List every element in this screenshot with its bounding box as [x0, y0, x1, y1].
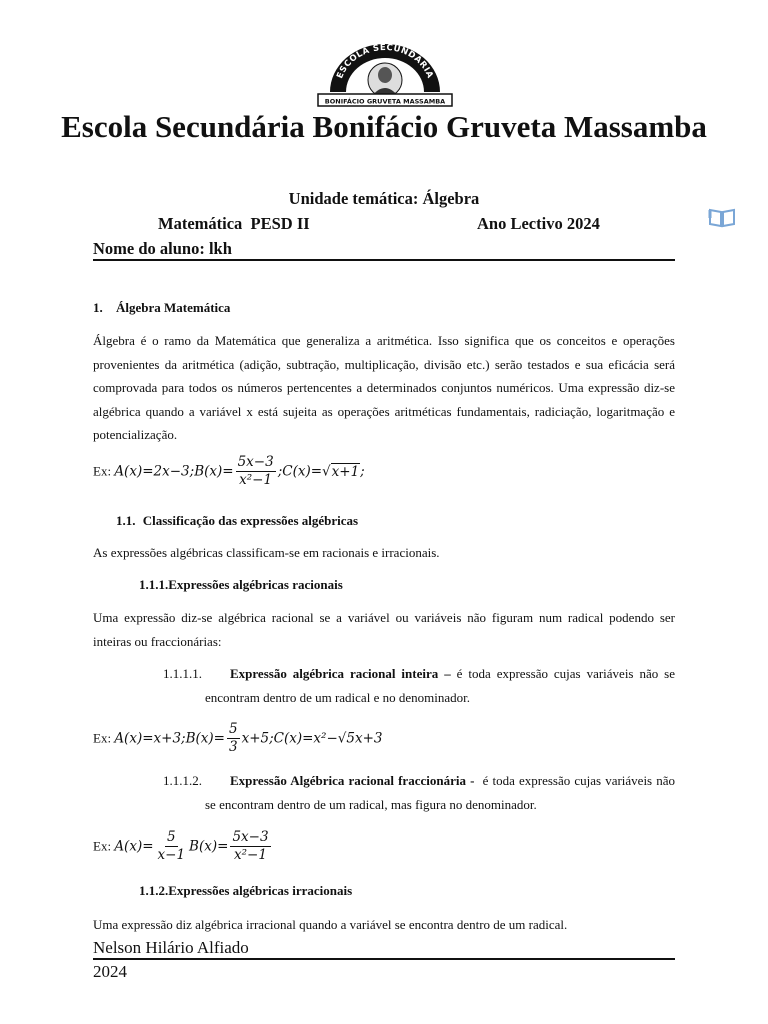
expr-b-fraction	[236, 454, 276, 489]
example-label: Ex:	[93, 463, 112, 479]
section-1-1-2-heading: 1.1.2.Expressões algébricas irracionais	[139, 883, 353, 898]
fraction-denominator: x²−1	[234, 847, 267, 863]
item-number: 1.1.1.2.	[163, 773, 202, 788]
section-1-1-1-paragraph: Uma expressão diz-se algébrica racional se a variável ou variáveis não figuram num radical podendo ser inteiras ou fraccionárias:	[93, 610, 675, 649]
expr-a-lhs: A(x)=	[114, 838, 154, 855]
item-title: Expressão Algébrica racional fraccionária -	[230, 773, 475, 788]
fraction-numerator: 5x−3	[232, 829, 269, 845]
fraction-denominator: x²−1	[239, 472, 273, 488]
school-logo	[316, 40, 454, 108]
expr-end: ;	[360, 463, 365, 480]
example-2	[93, 721, 382, 756]
item-number: 1.1.1.1.	[163, 666, 202, 681]
footer-author: Nelson Hilário Alfiado	[93, 938, 249, 957]
expr-b-fraction	[227, 721, 240, 756]
footer-year: 2024	[93, 962, 127, 981]
logo-banner-text: BONIFÁCIO GRUVETA MASSAMBA	[324, 97, 446, 106]
logo-arc-text: ESCOLA SECUNDÁRIA	[335, 42, 435, 81]
school-year: Ano Lectivo 2024	[477, 214, 600, 233]
book-icon[interactable]	[707, 205, 737, 229]
section-1-paragraph: Álgebra é o ramo da Matemática que generaliza a aritmética. Isso significa que os conceitos e operações provenientes da aritmética (adição, subtração, multiplicação, divisão etc.) serão testados e sua eficácia será comprovada para todos os números pertencentes a determinados conjuntos numéricos. Uma expressão diz-se algébrica quando a variável x está sujeita as operações aritméticas fundamentais, radiciação, logaritmação e potencialização.	[93, 333, 675, 442]
item-1-1-1-1	[163, 662, 675, 709]
expr-c-radicand: x+1	[331, 463, 360, 480]
expr-b-lhs: B(x)=	[185, 730, 225, 747]
expr-a: A(x)=2x−3	[114, 463, 190, 480]
fraction-denominator: 3	[228, 739, 238, 755]
section-1-1-title: Classificação das expressões algébricas	[142, 513, 359, 528]
expr-b-lhs: B(x)=	[194, 463, 234, 480]
example-label: Ex:	[93, 838, 112, 854]
header-divider	[93, 259, 675, 261]
footer-divider	[93, 958, 675, 960]
section-1-number: 1.	[93, 300, 103, 315]
expr-sep: ;	[189, 463, 195, 480]
expr-sep: ;	[277, 463, 283, 480]
expr-b-lhs: B(x)=	[189, 838, 229, 855]
item-text: é toda expressão cujas variáveis não se encontram dentro de um radical, mas figura no denominador.	[205, 773, 679, 812]
example-label: Ex:	[93, 730, 112, 746]
section-1-heading	[93, 300, 230, 316]
fraction-denominator: x−1	[157, 847, 186, 863]
section-1-title: Álgebra Matemática	[116, 300, 231, 315]
item-text: é toda expressão cujas variáveis não se encontram dentro de um radical e no denominador.	[205, 666, 675, 705]
section-1-1-paragraph: As expressões algébricas classificam-se em racionais e irracionais.	[93, 545, 440, 560]
theme-unit: Unidade temática: Álgebra	[288, 189, 480, 208]
section-1-1-number: 1.1.	[116, 513, 136, 528]
expr-b-rest: x+5;	[241, 730, 274, 747]
fraction-numerator: 5	[228, 721, 238, 737]
fraction-numerator: 5x−3	[237, 454, 274, 470]
expr-b-fraction	[230, 829, 270, 864]
example-3	[93, 829, 273, 864]
expr-c: C(x)=x²−√5x+3	[273, 730, 383, 747]
fraction-numerator: 5	[166, 829, 176, 845]
subject-label: Matemática PESD II	[158, 214, 310, 233]
item-1-1-1-2	[163, 769, 679, 816]
expr-c-lhs: C(x)=	[282, 463, 323, 480]
school-title: Escola Secundária Bonifácio Gruveta Massamba	[61, 109, 707, 144]
section-1-1-2-paragraph: Uma expressão diz algébrica irracional quando a variável se encontra dentro de um radical.	[93, 917, 568, 932]
student-name: Nome do aluno: lkh	[93, 239, 232, 258]
expr-a-fraction	[156, 829, 188, 864]
expr-a: A(x)=x+3;	[114, 730, 186, 747]
item-title: Expressão algébrica racional inteira –	[230, 666, 451, 681]
section-1-1-heading	[116, 513, 358, 529]
section-1-1-1-heading: 1.1.1.Expressões algébricas racionais	[139, 577, 343, 592]
example-1: Ex: A(x)=2x−3;B(x)= $\frac{5x-3}{\text{x²−1}}$ ;C(x)=√x+1;	[93, 454, 365, 488]
